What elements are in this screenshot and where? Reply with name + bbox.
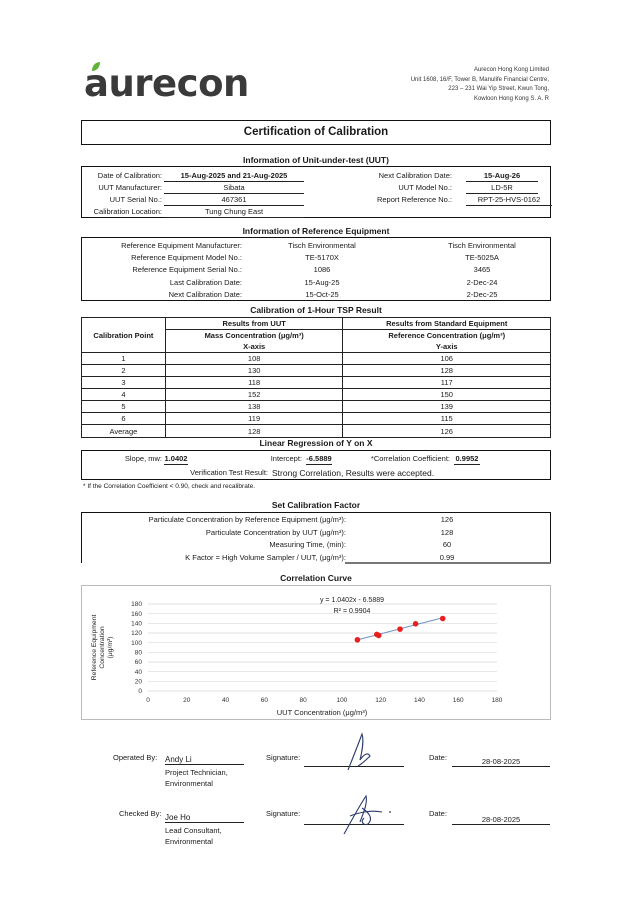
table-row	[82, 401, 551, 413]
reference-concentration-header: Reference Concentration (μg/m³)	[343, 330, 551, 342]
uut-manufacturer-label: UUT Manufacturer:	[98, 183, 162, 192]
address-line: Aurecon Hong Kong Limited	[473, 67, 549, 73]
y-axis-label: Reference Equipment	[91, 614, 98, 681]
tsp-cell-y: 128	[343, 365, 551, 377]
y-tick-label: 40	[134, 668, 142, 676]
ref-row-label: Reference Equipment Manufacturer:	[121, 241, 242, 250]
date-of-calibration-value: 15-Aug-2025 and 21-Aug-2025	[164, 170, 304, 182]
data-point	[376, 633, 382, 639]
page-title: Certification of Calibration	[81, 120, 551, 145]
uut-manufacturer-value: Sibata	[164, 182, 304, 194]
verification-result-value: Strong Correlation, Results were accepted.	[272, 468, 435, 478]
tsp-table	[81, 317, 551, 438]
tsp-cell-x: 138	[165, 401, 343, 413]
ref-row-label: Reference Equipment Model No.:	[131, 253, 242, 263]
correlation-chart	[82, 586, 552, 721]
tsp-cell-y: 115	[343, 413, 551, 425]
tsp-cell-point: Average	[82, 425, 166, 438]
mass-concentration-header: Mass Concentration (μg/m³)	[165, 330, 343, 342]
x-tick-label: 100	[336, 697, 348, 704]
x-tick-label: 80	[299, 697, 307, 704]
tsp-cell-x: 108	[165, 353, 343, 365]
calibration-location-label: Calibration Location:	[93, 207, 162, 216]
tsp-cell-y: 126	[343, 425, 551, 438]
operated-by-title-2: Environmental	[165, 779, 213, 788]
uut-serial-value: 467361	[164, 194, 304, 206]
ref-row-label: Reference Equipment Serial No.:	[132, 265, 242, 275]
data-point	[413, 621, 419, 627]
calibration-location-value: Tung Chung East	[164, 206, 304, 218]
correlation-coefficient-value: 0.9952	[455, 454, 479, 463]
ref-info-box	[81, 237, 551, 301]
x-axis-header: X-axis	[165, 341, 343, 353]
table-row	[82, 425, 551, 438]
ref-row-value-b: 3465	[473, 265, 491, 275]
x-tick-label: 40	[221, 697, 230, 704]
y-tick-label: 0	[138, 688, 142, 696]
tsp-cell-point: 6	[82, 413, 166, 425]
uut-model-value: LD-5R	[466, 182, 538, 194]
company-address	[329, 66, 549, 104]
y-tick-label: 120	[131, 630, 142, 638]
std-results-header: Results from Standard Equipment	[343, 318, 551, 330]
tsp-cell-point: 3	[82, 377, 166, 389]
factor-box	[81, 512, 551, 563]
uut-results-header: Results from UUT	[165, 318, 343, 330]
uut-section-title: Information of Unit-under-test (UUT)	[243, 155, 389, 165]
ref-row-value-a: 15-Aug-25	[304, 277, 340, 287]
aurecon-logo	[84, 62, 249, 105]
factor-divider	[345, 562, 551, 564]
x-tick-label: 120	[375, 697, 387, 704]
uut-model-label: UUT Model No.:	[398, 183, 452, 192]
factor-row-value: 126	[440, 515, 454, 524]
tsp-cell-y: 150	[343, 389, 551, 401]
date-value-1: 28-08-2025	[452, 757, 550, 767]
tsp-section-title: Calibration of 1-Hour TSP Result	[250, 305, 382, 315]
date-of-calibration-label: Date of Calibration:	[97, 171, 162, 180]
table-row	[82, 365, 551, 377]
x-tick-label: 60	[260, 697, 268, 704]
x-tick-label: 140	[414, 697, 425, 704]
tsp-cell-y: 117	[343, 377, 551, 389]
tsp-cell-point: 4	[82, 389, 166, 401]
factor-row-value: 128	[440, 527, 454, 537]
factor-section-title: Set Calibration Factor	[271, 500, 361, 510]
r-squared-label: R² = 0.9904	[333, 608, 371, 615]
table-row	[82, 377, 551, 389]
next-calibration-date-value: 15-Aug-26	[466, 170, 538, 182]
report-reference-value: RPT-25-HVS-0162	[466, 194, 552, 206]
data-point	[440, 616, 446, 622]
table-row	[82, 353, 551, 365]
tsp-cell-x: 152	[165, 389, 343, 401]
report-reference-label: Report Reference No.:	[376, 195, 452, 204]
y-axis-label: Concentration	[99, 626, 106, 669]
uut-serial-label: UUT Serial No.:	[109, 195, 162, 204]
checked-by-name: Joe Ho	[165, 813, 244, 823]
tsp-cell-x: 118	[165, 377, 343, 389]
y-tick-label: 180	[131, 601, 142, 609]
table-row	[82, 413, 551, 425]
regression-box	[81, 450, 551, 480]
y-axis-label: (μg/m³)	[107, 636, 114, 659]
factor-row-label: Measuring Time, (min):	[269, 540, 346, 549]
ref-row-label: Next Calibration Date:	[168, 289, 242, 299]
tsp-cell-x: 130	[165, 365, 343, 377]
y-tick-label: 100	[131, 639, 142, 647]
address-line: Unit 1608, 16/F, Tower B, Manulife Financial Centre,	[410, 76, 549, 83]
slope-label: Slope, mw:	[124, 454, 162, 463]
ref-row-value-a: 15-Oct-25	[305, 289, 339, 299]
curve-section-title: Correlation Curve	[280, 573, 352, 583]
logo-text: aurecon	[84, 62, 249, 105]
tsp-cell-point: 5	[82, 401, 166, 413]
date-label: Date:	[429, 753, 447, 762]
slope-value: 1.0402	[164, 454, 188, 463]
date-label: Date:	[429, 809, 447, 818]
ref-row-value-b: TE-5025A	[465, 253, 499, 263]
ref-row-value-a: TE-5170X	[305, 253, 339, 263]
operated-by-name: Andy Li	[165, 755, 244, 765]
y-tick-label: 60	[134, 659, 142, 667]
uut-info-box	[81, 166, 551, 218]
ref-row-value-a: Tisch Environmental	[288, 241, 356, 250]
x-tick-label: 160	[452, 697, 464, 704]
table-row	[82, 389, 551, 401]
tsp-cell-x: 128	[165, 425, 343, 438]
tsp-cell-y: 139	[343, 401, 551, 413]
operated-by-label: Operated By:	[113, 753, 158, 762]
signature-andy-li	[340, 730, 380, 772]
x-tick-label: 20	[183, 697, 191, 704]
trendline-equation: y = 1.0402x - 6.5889	[319, 597, 385, 604]
signature-joe-ho	[338, 790, 398, 836]
tsp-cell-x: 119	[165, 413, 343, 425]
signature-label: Signature:	[266, 809, 301, 818]
verification-result-label: Verification Test Result:	[190, 468, 268, 477]
checked-by-label: Checked By:	[119, 809, 162, 818]
calibration-point-header: Calibration Point	[82, 318, 166, 353]
y-tick-label: 20	[134, 678, 142, 686]
tsp-cell-y: 106	[343, 353, 551, 365]
intercept-value: -6.5889	[306, 454, 332, 463]
tsp-cell-point: 1	[82, 353, 166, 365]
y-tick-label: 80	[134, 649, 142, 657]
operated-by-title-1: Project Technician,	[165, 768, 228, 777]
correlation-chart-frame	[81, 585, 551, 720]
intercept-label: Intercept:	[270, 454, 302, 463]
ref-section-title: Information of Reference Equipment	[242, 226, 390, 236]
y-tick-label: 140	[131, 620, 142, 628]
next-calibration-date-label: Next Calibration Date:	[378, 171, 452, 180]
correlation-coefficient-label: *Correlation Coefficient:	[370, 454, 450, 463]
regression-section-title: Linear Regression of Y on X	[259, 438, 373, 448]
tsp-cell-point: 2	[82, 365, 166, 377]
data-point	[397, 626, 403, 632]
date-value-2: 28-08-2025	[452, 815, 550, 825]
data-point	[355, 637, 361, 643]
y-tick-label: 160	[131, 610, 142, 618]
x-tick-label: 180	[491, 697, 503, 704]
x-tick-label: 0	[146, 697, 150, 704]
factor-row-label: Particulate Concentration by Reference Equipment (μg/m³):	[148, 515, 346, 524]
ref-row-value-b: 2-Dec-25	[466, 289, 498, 299]
factor-row-value: 0.99	[439, 552, 455, 562]
factor-row-label: K Factor = High Volume Sampler / UUT, (μg/m³):	[185, 552, 346, 562]
ref-row-label: Last Calibration Date:	[169, 277, 242, 287]
correlation-note: * If the Correlation Coefficient < 0.90, check and recalibrate.	[83, 483, 256, 490]
factor-row-label: Particulate Concentration by UUT (μg/m³):	[205, 527, 346, 537]
checked-by-title-1: Lead Consultant,	[165, 826, 222, 835]
ref-row-value-b: 2-Dec-24	[466, 277, 498, 287]
ref-row-value-a: 1086	[313, 265, 331, 275]
ref-row-value-b: Tisch Environmental	[448, 241, 516, 250]
address-line: Kowloon Hong Kong S. A. R	[473, 95, 549, 102]
x-axis-label: UUT Concentration (μg/m³)	[276, 708, 368, 717]
checked-by-title-2: Environmental	[165, 837, 213, 846]
factor-row-value: 60	[442, 540, 452, 549]
signature-label: Signature:	[266, 753, 301, 762]
y-axis-header: Y-axis	[343, 341, 551, 353]
address-line: 223 – 231 Wai Yip Street, Kwun Tong,	[448, 86, 549, 93]
